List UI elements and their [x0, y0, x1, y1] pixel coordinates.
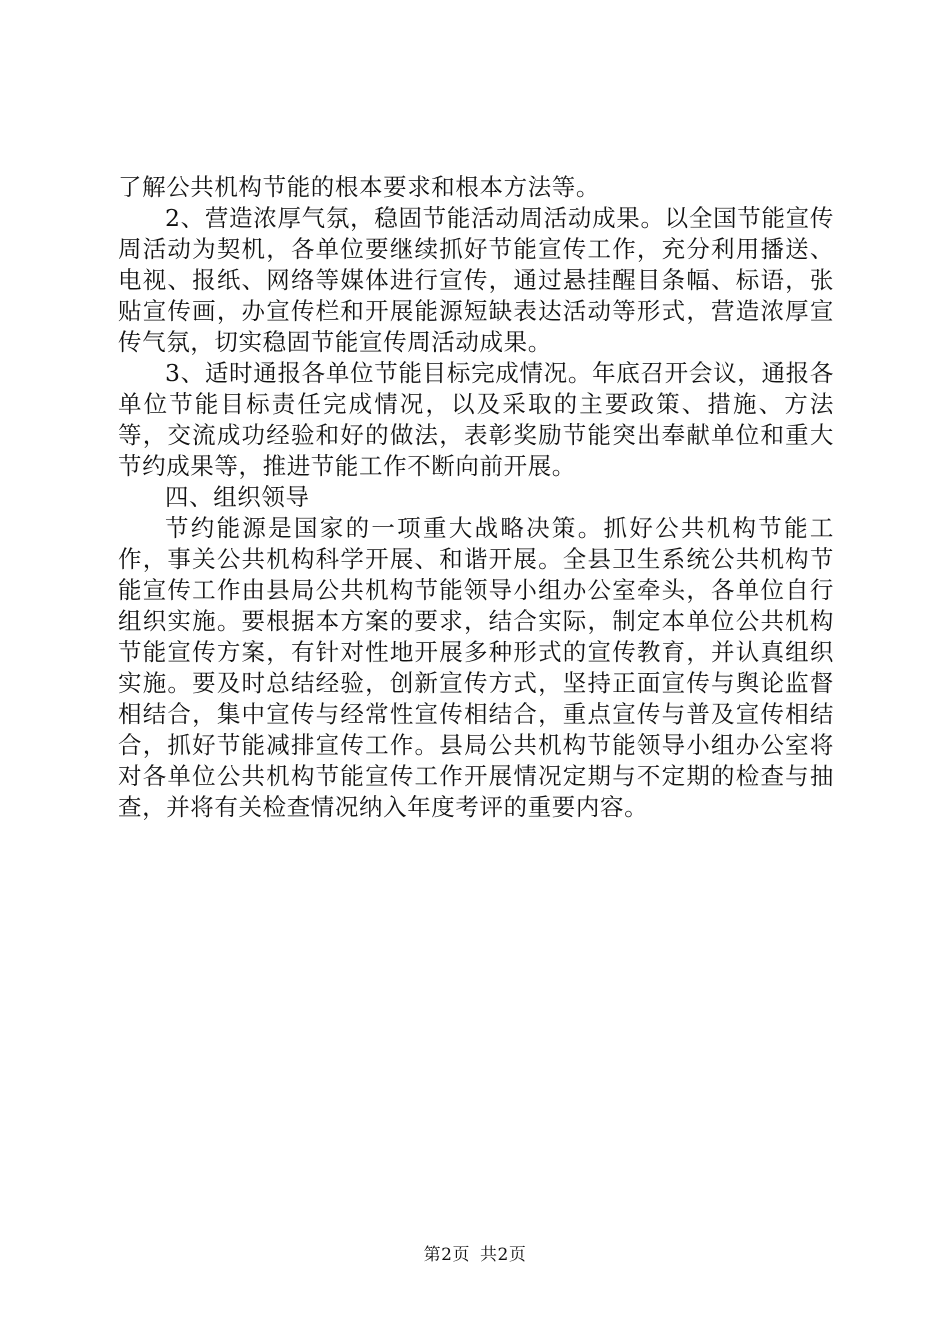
page-footer [0, 1244, 950, 1266]
document-body [118, 172, 834, 823]
page-total: 共2页 [480, 1245, 527, 1265]
section-heading-organization: 四、组织领导 [165, 483, 310, 511]
paragraph-continuation: 了解公共机构节能的根本要求和根本方法等。 [118, 173, 600, 201]
page-number: 第2页 [423, 1245, 470, 1265]
paragraph-item-2: 2、营造浓厚气氛，稳固节能活动周活动成果。以全国节能宣传周活动为契机，各单位要继续抓好节能宣传工作，充分利用播送、电视、报纸、网络等媒体进行宣传，通过悬挂醒目条幅、标语，张贴宣传画，办宣传栏和开展能源短缺表达活动等形式，营造浓厚宣传气氛，切实稳固节能宣传周活动成果。 [118, 204, 834, 356]
paragraph-item-3: 3、适时通报各单位节能目标完成情况。年底召开会议，通报各单位节能目标责任完成情况，以及采取的主要政策、措施、方法等，交流成功经验和好的做法，表彰奖励节能突出奉献单位和重大节约成果等，推进节能工作不断向前开展。 [118, 359, 834, 480]
paragraph-organization: 节约能源是国家的一项重大战略决策。抓好公共机构节能工作，事关公共机构科学开展、和谐开展。全县卫生系统公共机构节能宣传工作由县局公共机构节能领导小组办公室牵头，各单位自行组织实施。要根据本方案的要求，结合实际，制定本单位公共机构节能宣传方案，有针对性地开展多种形式的宣传教育，并认真组织实施。要及时总结经验，创新宣传方式，坚持正面宣传与舆论监督相结合，集中宣传与经常性宣传相结合，重点宣传与普及宣传相结合，抓好节能减排宣传工作。县局公共机构节能领导小组办公室将对各单位公共机构节能宣传工作开展情况定期与不定期的检查与抽查，并将有关检查情况纳入年度考评的重要内容。 [118, 514, 834, 821]
